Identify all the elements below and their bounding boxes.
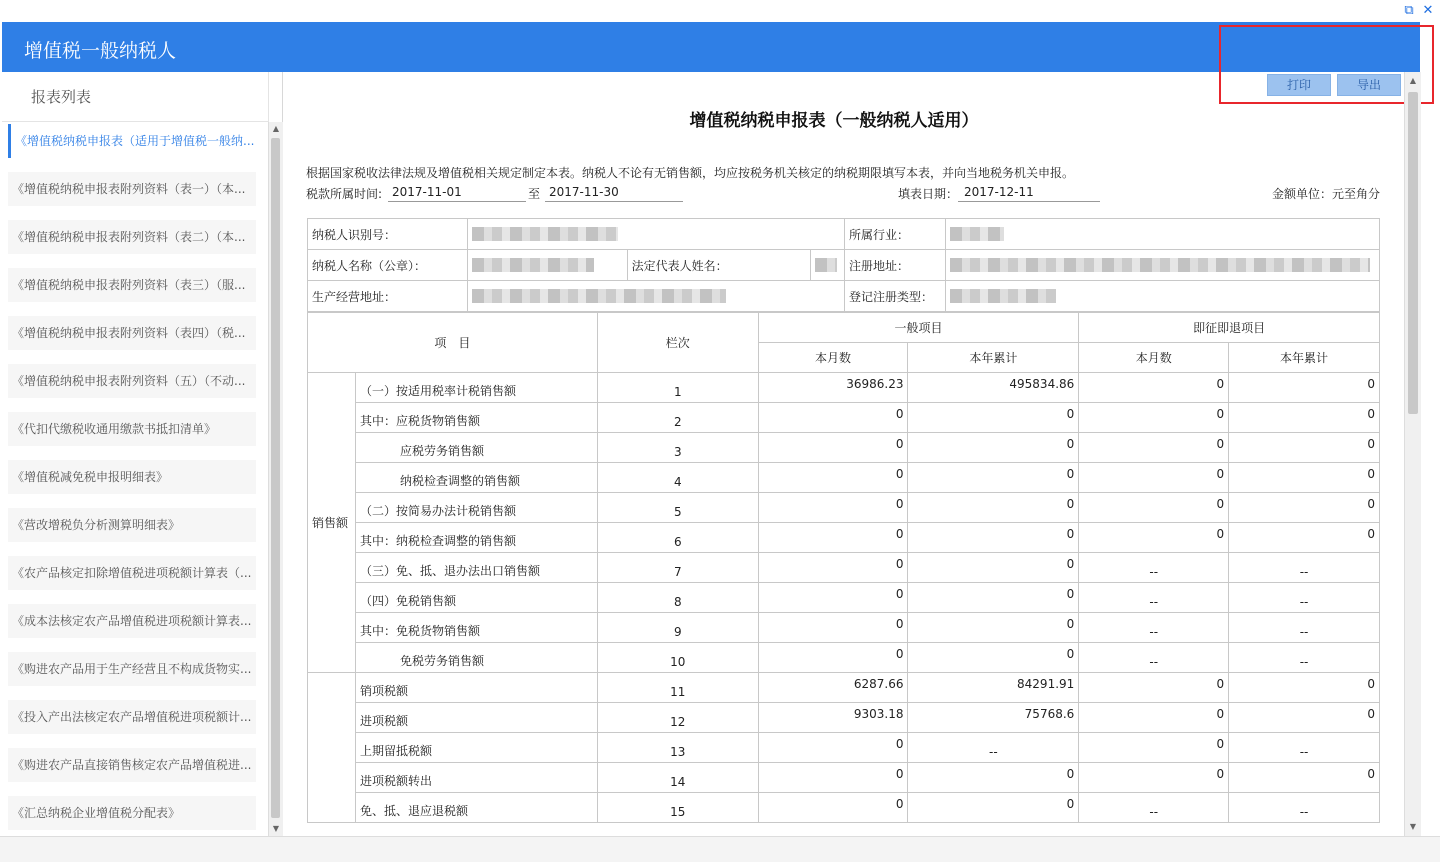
row-label: 应税劳务销售额 [355, 433, 597, 463]
table-row [308, 733, 1380, 763]
cell-im[interactable]: 0 [1079, 523, 1229, 553]
row-label: 其中：应税货物销售额 [355, 403, 597, 433]
restore-window-icon[interactable]: ⧉ [1404, 3, 1414, 18]
row-col-no: 9 [597, 613, 758, 643]
cell-gy[interactable]: 0 [908, 613, 1079, 643]
report-note: 根据国家税收法律法规及增值税相关规定制定本表。纳税人不论有无销售额，均应按税务机关核定的纳税期限填写本表，并向当地税务机关申报。 [306, 166, 1075, 180]
scroll-down-icon[interactable]: ▼ [272, 824, 280, 833]
cell-im[interactable]: 0 [1079, 373, 1229, 403]
scroll-up-icon[interactable]: ▲ [1409, 76, 1417, 85]
redacted-value [472, 289, 726, 303]
fill-date-field[interactable]: 2017-12-11 [958, 183, 1100, 202]
cell-im[interactable]: -- [1079, 613, 1229, 643]
cell-im[interactable]: -- [1079, 583, 1229, 613]
right-gap [1420, 22, 1440, 836]
row-label: 上期留抵税额 [355, 733, 597, 763]
report-list-item[interactable]: 《购进农产品用于生产经营且不构成货物实... [8, 652, 256, 686]
report-list-item[interactable]: 《增值税减免税申报明细表》 [8, 460, 256, 494]
industry-label: 所属行业： [845, 219, 946, 250]
row-col-no: 2 [597, 403, 758, 433]
row-label: （一）按适用税率计税销售额 [355, 373, 597, 403]
cell-gm[interactable]: 0 [758, 523, 908, 553]
cell-im[interactable]: 0 [1079, 763, 1229, 793]
scroll-down-icon[interactable]: ▼ [1409, 822, 1417, 831]
cell-iy[interactable]: -- [1229, 553, 1380, 583]
table-row [308, 643, 1380, 673]
row-label: 纳税检查调整的销售额 [355, 463, 597, 493]
table-row [308, 433, 1380, 463]
table-row [308, 523, 1380, 553]
cell-gy[interactable]: 0 [908, 763, 1079, 793]
export-button[interactable]: 导出 [1337, 74, 1401, 96]
title-bar [2, 22, 1420, 72]
cell-iy[interactable]: 0 [1229, 523, 1380, 553]
header-item: 项 目 [308, 313, 598, 373]
report-list-item[interactable]: 《增值税纳税申报表附列资料（表二）（本... [8, 220, 256, 254]
cell-iy[interactable]: 0 [1229, 703, 1380, 733]
table-row [308, 373, 1380, 403]
top-strip [0, 0, 1440, 22]
row-label: （四）免税销售额 [355, 583, 597, 613]
table-row [308, 463, 1380, 493]
header-immediate-ytd: 本年累计 [1229, 343, 1380, 373]
cell-gm[interactable]: 0 [758, 613, 908, 643]
cell-gm[interactable]: 0 [758, 763, 908, 793]
cell-iy[interactable]: 0 [1229, 763, 1380, 793]
cell-im[interactable]: 0 [1079, 493, 1229, 523]
row-col-no: 12 [597, 703, 758, 733]
cell-gy[interactable]: 0 [908, 403, 1079, 433]
print-button[interactable]: 打印 [1267, 74, 1331, 96]
report-list-item[interactable]: 《增值税纳税申报表附列资料（表四）（税... [8, 316, 256, 350]
cell-iy[interactable]: 0 [1229, 403, 1380, 433]
cell-iy[interactable]: -- [1229, 793, 1380, 823]
industry-value [945, 219, 1379, 250]
table-row [308, 703, 1380, 733]
cell-gy[interactable]: 0 [908, 793, 1079, 823]
cell-im[interactable]: 0 [1079, 673, 1229, 703]
row-col-no: 5 [597, 493, 758, 523]
reg-addr-label: 注册地址： [845, 250, 946, 281]
legal-rep-label: 法定代表人姓名： [627, 250, 811, 281]
cell-im[interactable]: -- [1079, 553, 1229, 583]
cell-iy[interactable]: -- [1229, 733, 1380, 763]
row-col-no: 3 [597, 433, 758, 463]
cell-gy[interactable]: 0 [908, 553, 1079, 583]
cell-gy[interactable]: 84291.91 [908, 673, 1079, 703]
row-label: 免、抵、退应退税额 [355, 793, 597, 823]
header-immediate: 即征即退项目 [1079, 313, 1380, 343]
cell-gy[interactable]: 0 [908, 493, 1079, 523]
redacted-value [815, 258, 837, 272]
row-label: 其中：免税货物销售额 [355, 613, 597, 643]
row-label: 销项税额 [355, 673, 597, 703]
cell-gy[interactable]: 75768.6 [908, 703, 1079, 733]
header-general-ytd: 本年累计 [908, 343, 1079, 373]
cell-iy[interactable]: 0 [1229, 373, 1380, 403]
declaration-table [307, 312, 1380, 823]
header-col-no: 栏次 [597, 313, 758, 373]
header-general-month: 本月数 [758, 343, 908, 373]
cell-gm[interactable]: 0 [758, 583, 908, 613]
taxpayer-info-table [307, 218, 1380, 312]
taxpayer-id-value [467, 219, 844, 250]
report-list-item[interactable]: 《农产品核定扣除增值税进项税额计算表（... [8, 556, 256, 590]
window-title: 增值税一般纳税人 [24, 40, 177, 62]
period-from-field[interactable]: 2017-11-01 [388, 183, 526, 202]
report-list-header [2, 72, 269, 122]
report-list-item[interactable]: 《增值税纳税申报表（适用于增值税一般纳... [8, 124, 256, 158]
cell-gm[interactable]: 0 [758, 793, 908, 823]
row-label: 其中：纳税检查调整的销售额 [355, 523, 597, 553]
cell-iy[interactable]: 0 [1229, 673, 1380, 703]
report-list-item[interactable]: 《代扣代缴税收通用缴款书抵扣清单》 [8, 412, 256, 446]
period-label: 税款所属时间: [306, 187, 383, 201]
cell-im[interactable]: 0 [1079, 433, 1229, 463]
row-col-no: 15 [597, 793, 758, 823]
redacted-value [950, 289, 1056, 303]
row-col-no: 7 [597, 553, 758, 583]
row-label: （二）按简易办法计税销售额 [355, 493, 597, 523]
cell-gy[interactable]: -- [908, 733, 1079, 763]
header-immediate-month: 本月数 [1079, 343, 1229, 373]
cell-gy[interactable]: 495834.86 [908, 373, 1079, 403]
cell-gy[interactable]: 0 [908, 463, 1079, 493]
table-row [308, 673, 1380, 703]
table-row [308, 613, 1380, 643]
cell-gm[interactable]: 6287.66 [758, 673, 908, 703]
row-col-no: 8 [597, 583, 758, 613]
cell-iy[interactable]: 0 [1229, 433, 1380, 463]
cell-gm[interactable]: 0 [758, 463, 908, 493]
row-col-no: 1 [597, 373, 758, 403]
cell-im[interactable]: -- [1079, 643, 1229, 673]
row-col-no: 14 [597, 763, 758, 793]
report-title: 增值税纳税申报表（一般纳税人适用） [689, 111, 979, 131]
report-list-item[interactable]: 《增值税纳税申报表附列资料（五）（不动... [8, 364, 256, 398]
cell-iy[interactable]: -- [1229, 583, 1380, 613]
period-to-field[interactable]: 2017-11-30 [545, 183, 683, 202]
close-icon[interactable]: ✕ [1422, 3, 1434, 18]
report-list-item[interactable]: 《投入产出法核定农产品增值税进项税额计... [8, 700, 256, 734]
taxpayer-id-label: 纳税人识别号： [308, 219, 468, 250]
row-col-no: 6 [597, 523, 758, 553]
cell-gm[interactable]: 9303.18 [758, 703, 908, 733]
cell-gm[interactable]: 0 [758, 433, 908, 463]
header-general: 一般项目 [758, 313, 1079, 343]
cell-im[interactable]: 0 [1079, 703, 1229, 733]
legal-rep-value [811, 250, 845, 281]
cell-gm[interactable]: 0 [758, 643, 908, 673]
scroll-up-icon[interactable]: ▲ [272, 124, 280, 133]
cell-gy[interactable]: 0 [908, 583, 1079, 613]
highlight-box [1219, 25, 1434, 104]
row-label: （三）免、抵、退办法出口销售额 [355, 553, 597, 583]
cell-im[interactable]: 0 [1079, 403, 1229, 433]
row-label: 免税劳务销售额 [355, 643, 597, 673]
period-to-label: 至 [528, 187, 541, 201]
row-col-no: 10 [597, 643, 758, 673]
report-list-item[interactable]: 《营改增税负分析测算明细表》 [8, 508, 256, 542]
cell-gy[interactable]: 0 [908, 643, 1079, 673]
row-col-no: 13 [597, 733, 758, 763]
report-content [284, 72, 1404, 836]
section-tax-label [308, 673, 356, 823]
row-col-no: 11 [597, 673, 758, 703]
cell-im[interactable]: 0 [1079, 733, 1229, 763]
cell-im[interactable]: -- [1079, 793, 1229, 823]
biz-addr-value [467, 281, 844, 312]
table-row [308, 553, 1380, 583]
section-sales-label: 销售额 [308, 373, 356, 673]
cell-iy[interactable]: -- [1229, 613, 1380, 643]
cell-gm[interactable]: 0 [758, 553, 908, 583]
report-list-item[interactable]: 《购进农产品直接销售核定农产品增值税进... [8, 748, 256, 782]
cell-gm[interactable]: 0 [758, 493, 908, 523]
scroll-thumb[interactable] [271, 138, 280, 818]
redacted-value [950, 258, 1370, 272]
report-list-item[interactable]: 《增值税纳税申报表附列资料（表三）（服... [8, 268, 256, 302]
report-scrollbar[interactable] [1404, 72, 1421, 836]
table-row [308, 793, 1380, 823]
table-row [308, 403, 1380, 433]
report-list-item[interactable]: 《增值税纳税申报表附列资料（表一）（本... [8, 172, 256, 206]
reg-type-label: 登记注册类型： [845, 281, 946, 312]
fill-date-label: 填表日期： [898, 187, 959, 201]
report-list-title: 报表列表 [31, 88, 92, 106]
reg-addr-value [945, 250, 1379, 281]
bottom-bar [0, 836, 1440, 862]
taxpayer-name-label: 纳税人名称（公章）： [308, 250, 468, 281]
scroll-thumb[interactable] [1408, 92, 1418, 414]
taxpayer-name-value [467, 250, 627, 281]
cell-iy[interactable]: 0 [1229, 493, 1380, 523]
cell-iy[interactable]: 0 [1229, 463, 1380, 493]
cell-im[interactable]: 0 [1079, 463, 1229, 493]
row-col-no: 4 [597, 463, 758, 493]
cell-gm[interactable]: 36986.23 [758, 373, 908, 403]
report-list-item[interactable]: 《成本法核定农产品增值税进项税额计算表... [8, 604, 256, 638]
reg-type-value [945, 281, 1379, 312]
table-row [308, 763, 1380, 793]
cell-gy[interactable]: 0 [908, 523, 1079, 553]
report-list-item[interactable]: 《汇总纳税企业增值税分配表》 [8, 796, 256, 830]
redacted-value [472, 258, 594, 272]
redacted-value [950, 227, 1004, 241]
cell-iy[interactable]: -- [1229, 643, 1380, 673]
table-row [308, 493, 1380, 523]
redacted-value [472, 227, 618, 241]
cell-gm[interactable]: 0 [758, 733, 908, 763]
row-label: 进项税额 [355, 703, 597, 733]
table-row [308, 583, 1380, 613]
unit-label: 金额单位：元至角分 [1272, 187, 1381, 201]
report-list-scrollbar[interactable] [268, 122, 283, 836]
cell-gm[interactable]: 0 [758, 403, 908, 433]
biz-addr-label: 生产经营地址： [308, 281, 468, 312]
row-label: 进项税额转出 [355, 763, 597, 793]
cell-gy[interactable]: 0 [908, 433, 1079, 463]
report-list-panel [2, 72, 283, 836]
